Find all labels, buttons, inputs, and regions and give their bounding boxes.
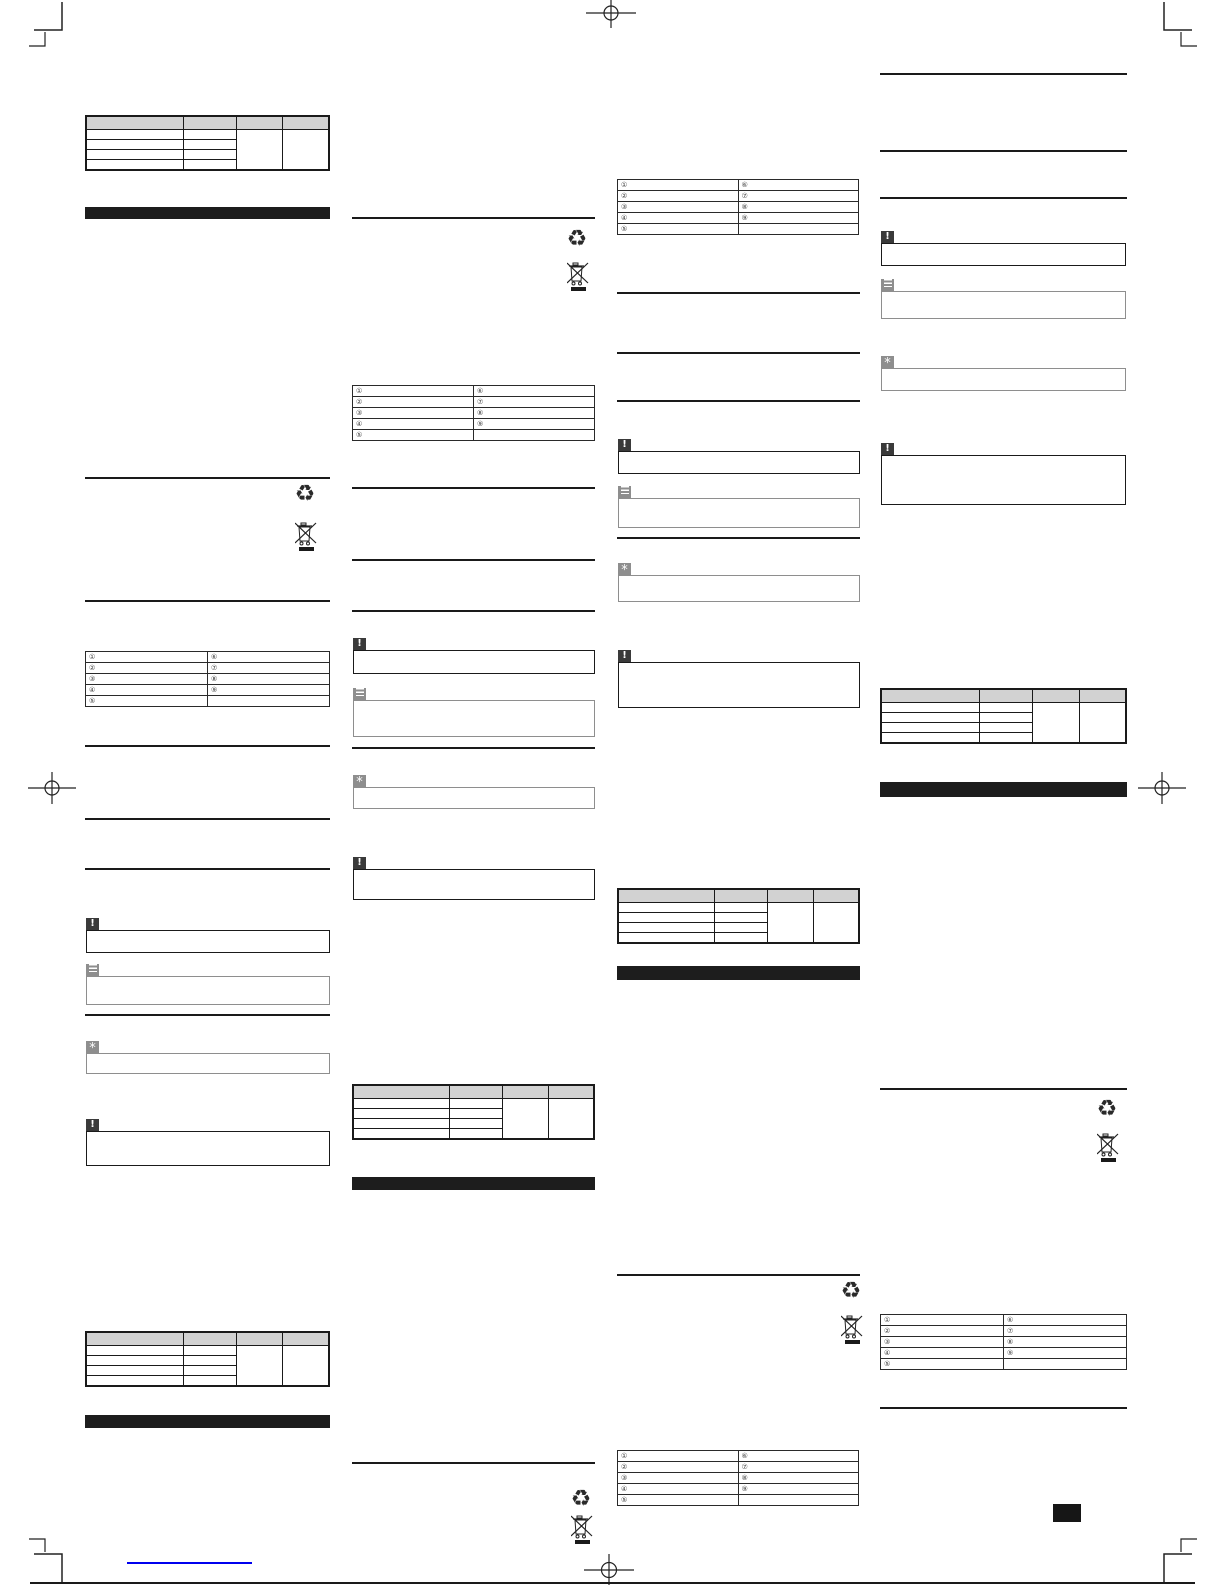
divider: [617, 292, 860, 294]
spec-header-cell: [86, 1332, 183, 1346]
spec-cell: [979, 703, 1033, 713]
tip-icon: *: [353, 775, 366, 787]
spec-table-5: [880, 688, 1127, 744]
divider: [85, 818, 330, 820]
spec-header-cell: [183, 1332, 236, 1346]
spec-cell: [86, 140, 183, 150]
spec-cell: [881, 713, 979, 723]
part-cell: ⑥: [474, 386, 595, 397]
caution-callout: [881, 231, 1126, 266]
part-cell: ④: [353, 419, 474, 430]
registration-mark-right: [1138, 772, 1186, 804]
weee-bin-icon: [841, 1315, 863, 1344]
spec-cell: [86, 130, 183, 140]
divider: [352, 217, 595, 219]
part-cell: ②: [618, 191, 739, 202]
spec-cell: [86, 1356, 183, 1366]
caution-callout: [353, 638, 595, 674]
note-callout: [86, 962, 330, 1005]
caution-icon: !: [86, 918, 99, 930]
parts-table-5: [880, 1314, 1127, 1370]
part-cell: ⑦: [738, 1462, 859, 1473]
divider: [85, 477, 330, 479]
note-callout: [881, 277, 1126, 319]
part-cell: [474, 430, 595, 441]
caution-icon: !: [881, 231, 894, 243]
part-cell: ⑥: [208, 652, 330, 663]
spec-cell: [618, 903, 714, 913]
spec-header-cell: [1079, 689, 1126, 703]
spec-cell: [86, 1376, 183, 1387]
spec-table-4: [617, 888, 860, 944]
spec-header-cell: [979, 689, 1033, 703]
weee-bin-icon: [567, 262, 589, 291]
divider: [880, 73, 1127, 75]
section-header-bar: [617, 966, 860, 980]
parts-table-3: [617, 179, 859, 235]
part-cell: ②: [86, 663, 208, 674]
part-cell: ③: [618, 202, 739, 213]
spec-merged-cell: [502, 1099, 548, 1140]
divider: [880, 1088, 1127, 1090]
spec-header-cell: [618, 889, 714, 903]
spec-merged-cell: [1079, 703, 1126, 744]
recycling-icon: ♻: [840, 1278, 862, 1304]
caution-callout: [618, 439, 860, 474]
caution-callout: [86, 918, 330, 953]
note-callout: [618, 484, 860, 528]
spec-header-cell: [86, 116, 183, 130]
spec-cell: [183, 160, 236, 171]
spec-cell: [183, 130, 236, 140]
spec-merged-cell: [237, 1346, 283, 1387]
part-cell: [738, 224, 859, 235]
part-cell: ①: [881, 1315, 1004, 1326]
part-cell: ⑦: [474, 397, 595, 408]
part-cell: ⑤: [618, 1495, 739, 1506]
spec-header-cell: [813, 889, 859, 903]
spec-merged-cell: [283, 1346, 329, 1387]
part-cell: ⑤: [86, 696, 208, 707]
spec-cell: [618, 923, 714, 933]
spec-header-cell: [449, 1085, 502, 1099]
caution-icon: !: [881, 443, 894, 455]
part-cell: ⑤: [618, 224, 739, 235]
spec-cell: [86, 150, 183, 160]
spec-table-2: [85, 1331, 330, 1387]
spec-cell: [979, 733, 1033, 744]
tip-callout: [881, 356, 1126, 391]
part-cell: ⑦: [208, 663, 330, 674]
footer-link-underline[interactable]: [127, 1562, 252, 1564]
spec-cell: [353, 1119, 449, 1129]
part-cell: ④: [618, 213, 739, 224]
part-cell: ⑥: [738, 1451, 859, 1462]
spec-cell: [618, 913, 714, 923]
spec-header-cell: [767, 889, 813, 903]
spec-merged-cell: [813, 903, 859, 944]
caution-icon: !: [618, 650, 631, 662]
part-cell: ④: [618, 1484, 739, 1495]
parts-table-4: [617, 1450, 859, 1506]
weee-bin-icon: [1097, 1133, 1119, 1162]
spec-cell: [86, 1346, 183, 1356]
spec-merged-cell: [767, 903, 813, 944]
part-cell: ①: [353, 386, 474, 397]
part-cell: ①: [618, 1451, 739, 1462]
caution-icon: !: [618, 439, 631, 451]
spec-cell: [183, 1346, 236, 1356]
recycling-icon: ♻: [570, 1486, 592, 1512]
spec-cell: [979, 713, 1033, 723]
part-cell: ⑤: [353, 430, 474, 441]
divider: [352, 487, 595, 489]
spec-cell: [714, 913, 767, 923]
tip-callout: [353, 775, 595, 809]
divider: [85, 745, 330, 747]
spec-merged-cell: [548, 1099, 594, 1140]
part-cell: ⑤: [881, 1359, 1004, 1370]
tip-callout: [618, 563, 860, 602]
spec-cell: [86, 1366, 183, 1376]
spec-cell: [881, 723, 979, 733]
note-icon: [353, 688, 366, 700]
spec-cell: [183, 1366, 236, 1376]
spec-merged-cell: [237, 130, 283, 171]
part-cell: ⑨: [208, 685, 330, 696]
parts-table-2: [352, 385, 595, 441]
divider: [352, 610, 595, 612]
caution-callout: [881, 443, 1126, 505]
spec-cell: [449, 1119, 502, 1129]
part-cell: ⑥: [738, 180, 859, 191]
part-cell: ⑨: [738, 1484, 859, 1495]
crop-mark-top-right: [1128, 0, 1198, 48]
spec-table-1: [85, 115, 330, 171]
part-cell: ③: [86, 674, 208, 685]
spec-header-cell: [353, 1085, 449, 1099]
page-bottom-trim-line: [30, 1582, 1195, 1584]
weee-bin-icon: [571, 1515, 593, 1544]
part-cell: [208, 696, 330, 707]
spec-header-cell: [237, 1332, 283, 1346]
part-cell: ⑨: [1004, 1348, 1127, 1359]
part-cell: ③: [618, 1473, 739, 1484]
divider: [85, 868, 330, 870]
spec-header-cell: [237, 116, 283, 130]
divider: [352, 559, 595, 561]
part-cell: ③: [353, 408, 474, 419]
spec-cell: [449, 1099, 502, 1109]
divider: [617, 537, 860, 539]
spec-header-cell: [502, 1085, 548, 1099]
spec-cell: [183, 150, 236, 160]
spec-cell: [881, 733, 979, 744]
divider: [880, 1407, 1127, 1409]
caution-callout: [618, 650, 860, 708]
part-cell: ④: [881, 1348, 1004, 1359]
divider: [880, 150, 1127, 152]
weee-bin-icon: [295, 522, 317, 551]
part-cell: ⑧: [208, 674, 330, 685]
part-cell: ⑧: [474, 408, 595, 419]
spec-cell: [618, 933, 714, 944]
spec-header-cell: [183, 116, 236, 130]
note-icon: [881, 279, 894, 291]
spec-header-cell: [548, 1085, 594, 1099]
part-cell: ⑧: [738, 202, 859, 213]
registration-mark-bottom-center: [584, 1554, 634, 1585]
spec-cell: [353, 1109, 449, 1119]
divider: [617, 400, 860, 402]
spec-header-cell: [283, 116, 329, 130]
page-number-box: [1053, 1504, 1081, 1522]
spec-cell: [353, 1129, 449, 1140]
caution-icon: !: [86, 1119, 99, 1131]
spec-merged-cell: [283, 130, 329, 171]
recycling-icon: ♻: [566, 226, 588, 252]
crop-mark-top-left: [28, 0, 98, 48]
section-header-bar: [85, 207, 330, 219]
note-icon: [86, 964, 99, 976]
part-cell: ③: [881, 1337, 1004, 1348]
part-cell: ⑥: [1004, 1315, 1127, 1326]
spec-cell: [183, 1376, 236, 1387]
spec-header-cell: [1033, 689, 1080, 703]
spec-cell: [449, 1129, 502, 1140]
recycling-icon: ♻: [1096, 1096, 1118, 1122]
registration-mark-left: [28, 772, 76, 804]
section-header-bar: [352, 1177, 595, 1190]
spec-cell: [353, 1099, 449, 1109]
spec-header-cell: [283, 1332, 329, 1346]
part-cell: ⑧: [1004, 1337, 1127, 1348]
tip-callout: [86, 1041, 330, 1074]
part-cell: ②: [618, 1462, 739, 1473]
spec-cell: [183, 140, 236, 150]
spec-header-cell: [714, 889, 767, 903]
part-cell: ①: [86, 652, 208, 663]
tip-icon: *: [618, 563, 631, 575]
part-cell: [738, 1495, 859, 1506]
part-cell: ④: [86, 685, 208, 696]
spec-cell: [183, 1356, 236, 1366]
divider: [352, 1462, 595, 1464]
spec-cell: [714, 933, 767, 944]
caution-icon: !: [353, 638, 366, 650]
spec-table-3: [352, 1084, 595, 1140]
part-cell: ①: [618, 180, 739, 191]
note-icon: [618, 486, 631, 498]
recycling-icon: ♻: [294, 481, 316, 507]
part-cell: ⑧: [738, 1473, 859, 1484]
spec-cell: [979, 723, 1033, 733]
divider: [85, 1014, 330, 1016]
section-header-bar: [85, 1415, 330, 1428]
spec-cell: [714, 903, 767, 913]
caution-callout: [353, 857, 595, 900]
spec-cell: [449, 1109, 502, 1119]
spec-header-cell: [881, 689, 979, 703]
note-callout: [353, 686, 595, 737]
part-cell: ⑨: [738, 213, 859, 224]
part-cell: ②: [353, 397, 474, 408]
divider: [352, 747, 595, 749]
tip-icon: *: [881, 356, 894, 368]
part-cell: ⑦: [738, 191, 859, 202]
tip-icon: *: [86, 1041, 99, 1053]
part-cell: ⑦: [1004, 1326, 1127, 1337]
divider: [617, 352, 860, 354]
divider: [617, 1274, 860, 1276]
parts-table-1: [85, 651, 330, 707]
part-cell: ⑨: [474, 419, 595, 430]
caution-callout: [86, 1119, 330, 1166]
part-cell: ②: [881, 1326, 1004, 1337]
divider: [85, 600, 330, 602]
crop-mark-bottom-left: [28, 1538, 98, 1585]
crop-mark-bottom-right: [1128, 1538, 1198, 1585]
divider: [880, 197, 1127, 199]
spec-cell: [86, 160, 183, 171]
section-header-bar: [880, 782, 1127, 797]
caution-icon: !: [353, 857, 366, 869]
spec-cell: [714, 923, 767, 933]
spec-cell: [881, 703, 979, 713]
part-cell: [1004, 1359, 1127, 1370]
spec-merged-cell: [1033, 703, 1080, 744]
registration-mark-top-center: [586, 0, 636, 28]
